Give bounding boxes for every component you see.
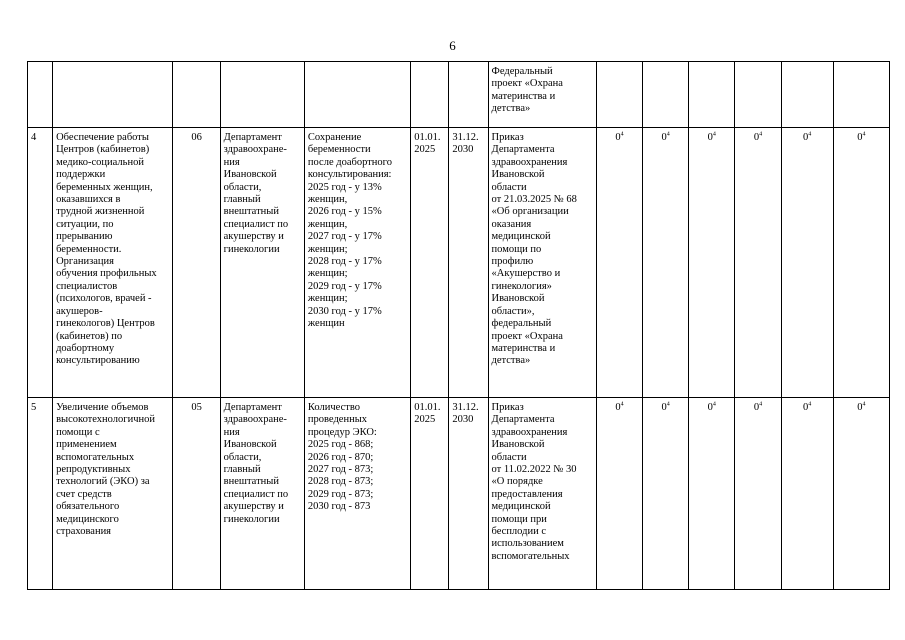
footnote-mark: 4	[759, 401, 763, 408]
executor-line: специалист по	[223, 218, 289, 230]
end-date	[449, 62, 488, 128]
executor-line: области,	[223, 451, 262, 463]
measure-name	[53, 62, 173, 128]
legal-basis-line: детства»	[491, 103, 531, 115]
measure-name-line: вспомогательных	[56, 451, 135, 463]
measure-name-line: ситуации, по	[56, 218, 114, 230]
indicator-line: 2026 год - 870;	[307, 451, 374, 463]
measure-name-line: Центров (кабинетов)	[56, 144, 150, 156]
legal-basis-line: от 11.02.2022 № 30	[491, 464, 577, 476]
executor-line: гинекологии	[223, 513, 280, 525]
legal-basis-line: Ивановской	[491, 169, 545, 181]
legal-basis-line: «О порядке	[491, 476, 543, 488]
funding-amount: 0	[753, 402, 760, 413]
legal-basis-line: оказания	[491, 218, 532, 230]
footnote-mark: 4	[759, 131, 763, 138]
footnote-mark: 4	[808, 131, 812, 138]
measure-code: 05	[173, 398, 220, 590]
funding-value	[596, 62, 642, 128]
row-number: 5	[28, 398, 53, 590]
executor-line: главный	[223, 464, 261, 476]
measure-name-line: поддержки	[56, 169, 106, 181]
legal-basis-line: медицинской	[491, 231, 551, 243]
executor-line: здравоохране-	[223, 144, 287, 156]
measure-name-line: счет средств	[56, 488, 112, 500]
indicator	[304, 398, 410, 590]
funding-amount: 0	[615, 132, 621, 143]
table-row	[28, 62, 890, 128]
legal-basis-line: Департамента	[491, 144, 555, 156]
measure-name-line: медицинского	[56, 513, 119, 525]
measures-table	[27, 61, 890, 590]
row-number: 4	[28, 128, 53, 398]
indicator-line: Сохранение	[307, 132, 362, 143]
footnote-mark: 4	[666, 131, 670, 138]
footnote-mark: 4	[620, 131, 624, 138]
indicator-line: 2028 год - 873;	[307, 476, 374, 488]
executor-line: главный	[223, 194, 261, 206]
end-date: 31.12. 2030	[449, 398, 488, 590]
legal-basis-line: здравоохранения	[491, 426, 568, 438]
funding-value	[643, 398, 689, 590]
executor-line: ния	[223, 426, 240, 438]
indicator-line: 2029 год - 873;	[307, 488, 374, 500]
indicator-line: 2025 год - у 13%	[307, 181, 382, 193]
funding-value	[735, 398, 781, 590]
measure-name-line: Обеспечение работы	[56, 132, 149, 143]
funding-amount: 0	[802, 402, 809, 413]
legal-basis	[488, 398, 596, 590]
legal-basis-line: Федеральный	[491, 66, 553, 77]
footnote-mark: 4	[862, 401, 866, 408]
measure-name-line: оказавшихся в	[56, 194, 121, 206]
executor-line: акушерству и	[223, 231, 284, 243]
start-date: 01.01. 2025	[411, 398, 449, 590]
legal-basis-line: Департамента	[491, 414, 555, 426]
executor-line: внештатный	[223, 206, 279, 218]
measure-name-line: обучения профильных	[56, 268, 157, 280]
legal-basis-line: проект «Охрана	[491, 330, 563, 342]
funding-amount: 0	[857, 402, 863, 413]
legal-basis	[488, 128, 596, 398]
legal-basis-line: медицинской	[491, 501, 551, 513]
funding-amount: 0	[661, 402, 667, 413]
indicator-line: Количество	[307, 402, 360, 413]
start-date	[411, 62, 449, 128]
legal-basis-line: Приказ	[491, 402, 524, 413]
executor-line: Ивановской	[223, 169, 277, 181]
measure-name-line: акушеров-	[56, 305, 103, 317]
executor-line: гинекологии	[223, 243, 280, 255]
measure-name-line: специалистов	[56, 280, 118, 292]
executor-line: Ивановской	[223, 439, 277, 451]
table-row	[28, 398, 890, 590]
legal-basis-line: Ивановской	[491, 439, 545, 451]
indicator-line: женщин,	[307, 218, 348, 230]
executor-line: здравоохране-	[223, 414, 287, 426]
executor-line: Департамент	[223, 132, 282, 143]
measure-name-line: доабортному	[56, 342, 115, 354]
funding-value	[781, 128, 833, 398]
legal-basis-line: федеральный	[491, 318, 552, 330]
funding-value	[781, 398, 833, 590]
indicator-line: 2030 год - 873	[307, 501, 371, 513]
measure-name-line: высокотехнологичной	[56, 414, 155, 426]
legal-basis-line: материнства и	[491, 342, 556, 354]
funding-amount: 0	[753, 132, 760, 143]
executor	[220, 62, 304, 128]
row-number	[28, 62, 53, 128]
legal-basis-line: от 21.03.2025 № 68	[491, 194, 577, 206]
footnote-mark: 4	[620, 401, 624, 408]
indicator-line: женщин;	[307, 293, 348, 305]
measure-name-line: технологий (ЭКО) за	[56, 476, 150, 488]
legal-basis-line: Приказ	[491, 132, 524, 143]
indicator-line: проведенных	[307, 414, 368, 426]
indicator-line: после доабортного	[307, 156, 392, 168]
start-date: 01.01. 2025	[411, 128, 449, 398]
funding-value	[833, 62, 889, 128]
indicator-line: 2030 год - у 17%	[307, 305, 382, 317]
measure-name-line: гинекологов) Центров	[56, 318, 155, 330]
legal-basis-line: предоставления	[491, 488, 563, 500]
end-date: 31.12. 2030	[449, 128, 488, 398]
indicator-line: 2026 год - у 15%	[307, 206, 382, 218]
funding-amount: 0	[707, 402, 713, 413]
legal-basis-line: гинекология»	[491, 280, 552, 292]
indicator	[304, 62, 410, 128]
footnote-mark: 4	[712, 401, 716, 408]
funding-value	[643, 62, 689, 128]
funding-value	[643, 128, 689, 398]
table-row	[28, 128, 890, 398]
funding-amount: 0	[707, 132, 713, 143]
legal-basis-line: материнства и	[491, 90, 556, 102]
measure-name-line: применением	[56, 439, 117, 451]
executor	[220, 128, 304, 398]
funding-amount: 0	[615, 402, 621, 413]
measure-name-line: репродуктивных	[56, 464, 131, 476]
footnote-mark: 4	[712, 131, 716, 138]
measure-name-line: помощи с	[56, 426, 100, 438]
indicator	[304, 128, 410, 398]
indicator-line: женщин;	[307, 268, 348, 280]
funding-amount: 0	[661, 132, 667, 143]
funding-value	[781, 62, 833, 128]
legal-basis-line: «Акушерство и	[491, 268, 561, 280]
legal-basis-line: области	[491, 451, 527, 463]
indicator-line: женщин	[307, 318, 345, 330]
measure-name-line: обязательного	[56, 501, 120, 513]
funding-value	[735, 128, 781, 398]
page-number: 6	[449, 38, 456, 53]
measure-name-line: беременности.	[56, 243, 122, 255]
measure-name-line: (психологов, врачей -	[56, 293, 152, 305]
legal-basis-line: профилю	[491, 256, 534, 268]
funding-value	[833, 398, 889, 590]
executor-line: акушерству и	[223, 501, 284, 513]
legal-basis-line: использованием	[491, 538, 564, 550]
legal-basis-line: «Об организации	[491, 206, 569, 218]
legal-basis-line: области»,	[491, 305, 535, 317]
indicator-line: женщин,	[307, 194, 348, 206]
funding-amount: 0	[802, 132, 809, 143]
legal-basis-line: бесплодии с	[491, 526, 546, 538]
indicator-line: 2028 год - у 17%	[307, 256, 382, 268]
funding-value	[689, 62, 735, 128]
measure-code: 06	[173, 128, 220, 398]
executor-line: ния	[223, 156, 240, 168]
indicator-line: беременности	[307, 144, 371, 156]
funding-value	[833, 128, 889, 398]
measure-name-line: Организация	[56, 256, 114, 268]
executor-line: Департамент	[223, 402, 282, 413]
executor-line: области,	[223, 181, 262, 193]
indicator-line: 2027 год - у 17%	[307, 231, 382, 243]
measure-name-line: страхования	[56, 526, 112, 538]
indicator-line: 2027 год - 873;	[307, 464, 374, 476]
footnote-mark: 4	[808, 401, 812, 408]
measure-name	[53, 128, 173, 398]
measure-code	[173, 62, 220, 128]
footnote-mark: 4	[666, 401, 670, 408]
measure-name-line: Увеличение объемов	[56, 402, 149, 413]
indicator-line: женщин;	[307, 243, 348, 255]
indicator-line: процедур ЭКО:	[307, 426, 377, 438]
indicator-line: 2029 год - у 17%	[307, 280, 382, 292]
measure-name-line: (кабинетов) по	[56, 330, 123, 342]
footnote-mark: 4	[862, 131, 866, 138]
measure-name-line: консультированию	[56, 355, 140, 367]
measure-name-line: трудной жизненной	[56, 206, 145, 218]
measure-name	[53, 398, 173, 590]
executor-line: специалист по	[223, 488, 289, 500]
legal-basis-line: детства»	[491, 355, 531, 367]
funding-amount: 0	[857, 132, 863, 143]
legal-basis-line: Ивановской	[491, 293, 545, 305]
funding-value	[689, 128, 735, 398]
legal-basis-line: проект «Охрана	[491, 78, 563, 90]
legal-basis-line: вспомогательных	[491, 550, 570, 562]
funding-value	[689, 398, 735, 590]
measure-name-line: прерыванию	[56, 231, 113, 243]
legal-basis-line: области	[491, 181, 527, 193]
funding-value	[735, 62, 781, 128]
legal-basis-line: здравоохранения	[491, 156, 568, 168]
measure-name-line: беременных женщин,	[56, 181, 153, 193]
executor	[220, 398, 304, 590]
funding-value	[596, 128, 642, 398]
legal-basis-line: помощи по	[491, 243, 542, 255]
measure-name-line: медико-социальной	[56, 156, 144, 168]
indicator-line: 2025 год - 868;	[307, 439, 374, 451]
indicator-line: консультирования:	[307, 169, 392, 181]
executor-line: внештатный	[223, 476, 279, 488]
legal-basis	[488, 62, 596, 128]
legal-basis-line: помощи при	[491, 513, 547, 525]
funding-value	[596, 398, 642, 590]
